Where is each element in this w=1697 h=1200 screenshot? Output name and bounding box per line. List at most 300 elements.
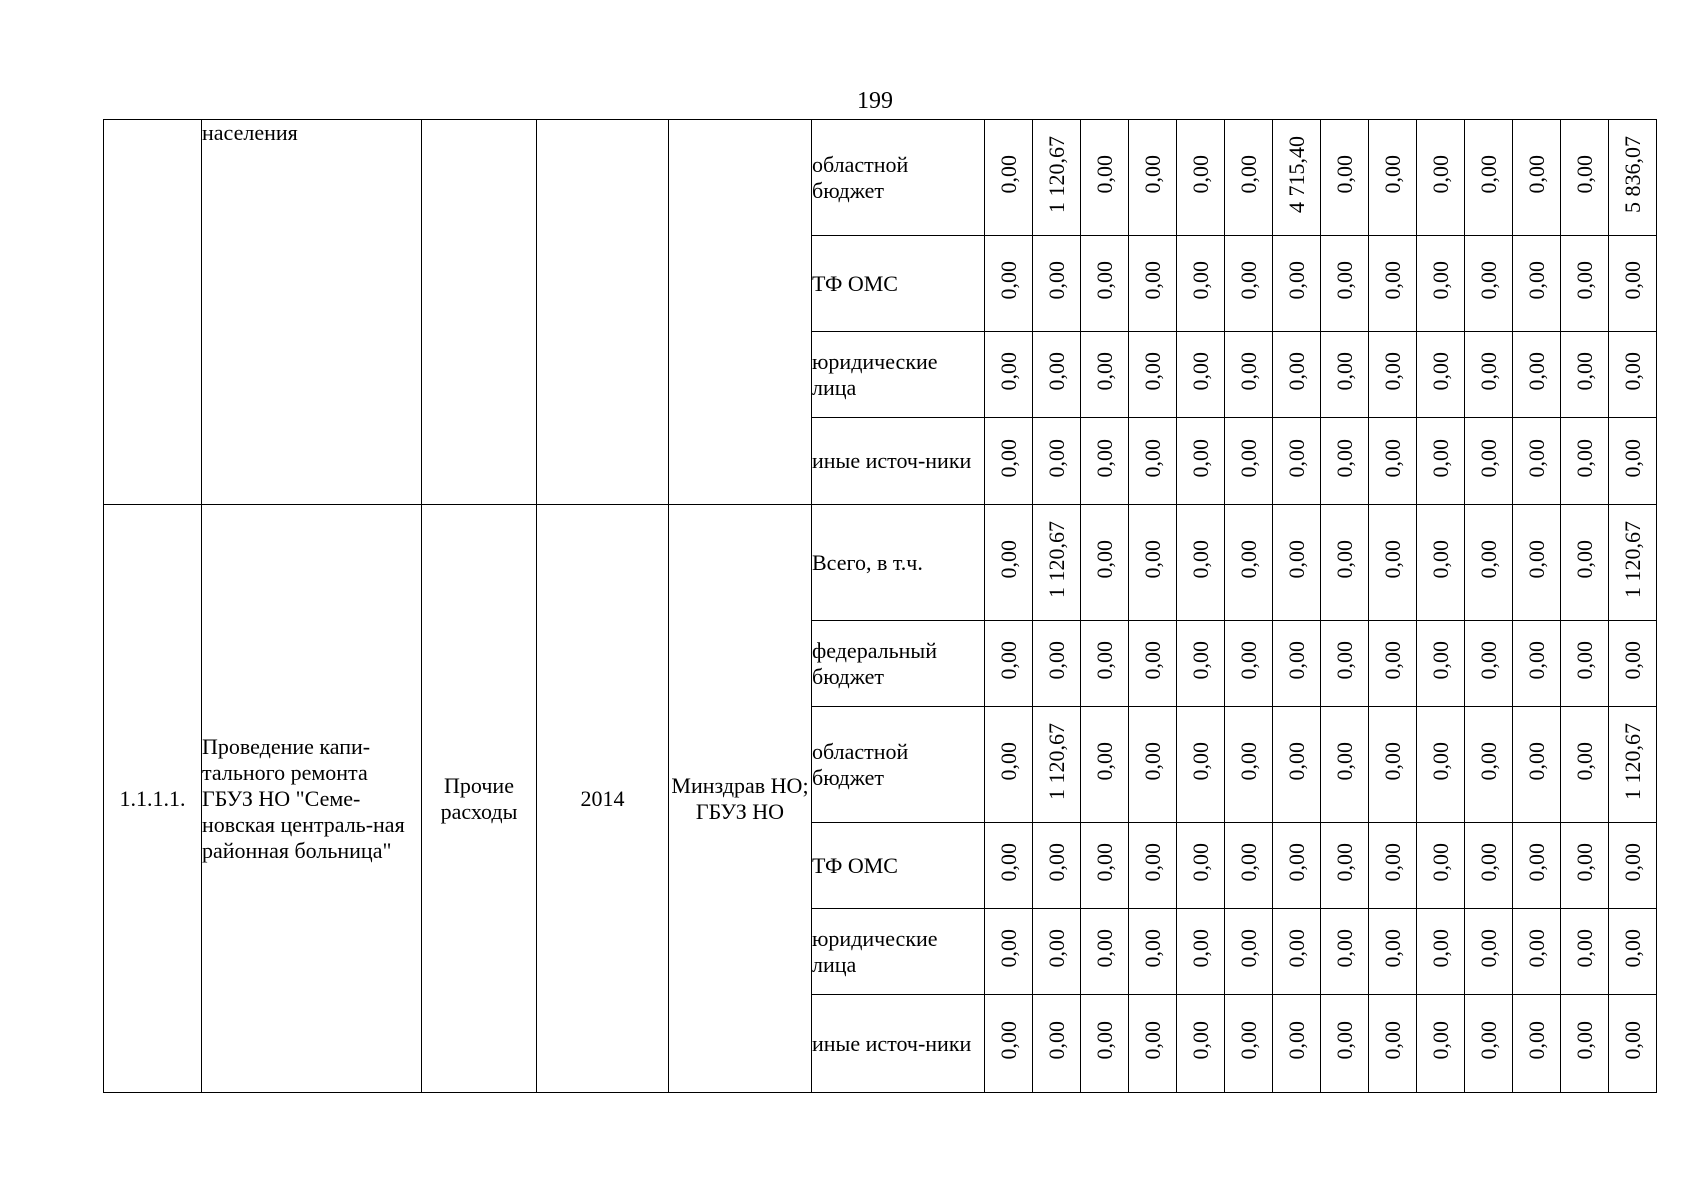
year-cell [537,120,669,505]
value-cell [1561,332,1609,418]
value-text: 0,00 [1139,1021,1165,1060]
value-text: 0,00 [1091,438,1117,478]
value-cell [1465,707,1513,823]
value-cell [985,120,1033,236]
value-text: 0,00 [1571,1021,1597,1060]
value-cell [1033,236,1081,332]
value-cell [1561,120,1609,236]
value-cell [1561,909,1609,995]
value-cell [1273,707,1321,823]
value-text: 0,00 [1187,155,1213,194]
value-cell [1321,418,1369,505]
value-text: 0,00 [1235,843,1261,882]
expense-type-cell [422,120,537,505]
item-number-cell [104,120,202,505]
value-cell [1609,332,1657,418]
value-text: 0,00 [1331,742,1357,781]
value-cell [1033,995,1081,1093]
value-cell [1513,418,1561,505]
value-cell [1273,621,1321,707]
value-cell [1225,995,1273,1093]
value-cell [1465,909,1513,995]
value-text: 0,00 [1091,352,1117,391]
value-cell [1129,236,1177,332]
value-text: 0,00 [1619,352,1645,391]
value-cell [1513,707,1561,823]
value-cell [1369,120,1417,236]
value-text: 0,00 [1283,540,1309,579]
value-cell [1177,418,1225,505]
value-cell [1225,621,1273,707]
value-text: 0,00 [1571,261,1597,300]
value-cell [1609,418,1657,505]
value-cell [1129,332,1177,418]
funding-source-cell: юридические лица [812,332,985,418]
value-text: 0,00 [1379,1021,1405,1060]
value-text: 0,00 [1379,742,1405,781]
value-text: 0,00 [1091,1021,1117,1060]
value-text: 0,00 [1187,929,1213,968]
value-text: 5 836,07 [1619,136,1645,213]
value-text: 0,00 [1523,438,1549,478]
value-text: 0,00 [1379,438,1405,478]
value-text: 0,00 [1235,155,1261,194]
value-cell [1273,909,1321,995]
value-cell [1033,621,1081,707]
value-cell [1561,995,1609,1093]
value-text: 0,00 [1043,1021,1069,1060]
value-cell [1129,707,1177,823]
value-text: 0,00 [1427,261,1453,300]
value-cell [1321,332,1369,418]
value-cell [1081,120,1129,236]
value-cell [1129,505,1177,621]
value-cell [1321,621,1369,707]
value-text: 0,00 [1379,929,1405,968]
value-text: 0,00 [1427,843,1453,882]
value-text: 0,00 [1139,641,1165,680]
value-cell [1177,909,1225,995]
value-text: 0,00 [1427,352,1453,391]
value-cell [1513,909,1561,995]
executor-cell [669,120,812,505]
value-text: 0,00 [1427,1021,1453,1060]
value-cell [1177,332,1225,418]
value-text: 0,00 [1187,641,1213,680]
expense-type-cell: Прочие расходы [422,505,537,1093]
value-cell [1033,120,1081,236]
value-text: 0,00 [1523,352,1549,391]
value-text: 0,00 [1139,843,1165,882]
funding-source-cell: областной бюджет [812,120,985,236]
executor-cell: Минздрав НО; ГБУЗ НО [669,505,812,1093]
value-text: 0,00 [1043,641,1069,680]
value-cell [985,236,1033,332]
value-cell [1177,621,1225,707]
value-cell [1465,418,1513,505]
value-cell [1369,505,1417,621]
value-text: 0,00 [1187,352,1213,391]
value-cell [1225,505,1273,621]
value-cell [1417,909,1465,995]
funding-source-cell: федеральный бюджет [812,621,985,707]
value-text: 0,00 [1619,843,1645,882]
value-text: 0,00 [995,1021,1021,1060]
value-cell [1513,332,1561,418]
value-cell [1177,505,1225,621]
value-cell [1225,707,1273,823]
value-text: 0,00 [1523,155,1549,194]
value-text: 0,00 [1331,929,1357,968]
value-text: 0,00 [1379,261,1405,300]
value-cell [1561,418,1609,505]
value-cell [1417,236,1465,332]
value-cell [1609,995,1657,1093]
value-cell [1273,236,1321,332]
value-cell [1417,995,1465,1093]
value-text: 0,00 [995,352,1021,391]
value-cell [1369,236,1417,332]
value-cell [1465,120,1513,236]
value-text: 0,00 [1427,742,1453,781]
value-text: 0,00 [1187,438,1213,478]
value-text: 0,00 [1043,261,1069,300]
value-text: 0,00 [1523,742,1549,781]
value-cell [1369,823,1417,909]
value-cell [1465,236,1513,332]
value-cell [1033,823,1081,909]
value-text: 0,00 [1571,540,1597,579]
value-text: 0,00 [1571,438,1597,478]
funding-source-cell: областной бюджет [812,707,985,823]
value-text: 0,00 [1571,843,1597,882]
value-text: 0,00 [1283,641,1309,680]
value-cell [985,823,1033,909]
value-text: 0,00 [1619,261,1645,300]
value-text: 0,00 [1043,843,1069,882]
value-cell [1081,995,1129,1093]
value-text: 4 715,40 [1283,136,1309,213]
value-text: 0,00 [1043,438,1069,478]
value-cell [1129,823,1177,909]
value-cell [1609,236,1657,332]
item-number-cell: 1.1.1.1. [104,505,202,1093]
value-text: 0,00 [1187,261,1213,300]
value-cell [1513,120,1561,236]
value-text: 0,00 [1139,540,1165,579]
value-text: 0,00 [1331,261,1357,300]
value-cell [1081,823,1129,909]
value-text: 0,00 [1235,742,1261,781]
value-cell [1033,418,1081,505]
value-text: 0,00 [1475,641,1501,680]
value-cell [1465,621,1513,707]
value-cell [1273,823,1321,909]
value-text: 0,00 [1331,155,1357,194]
value-cell [1369,332,1417,418]
value-cell [1321,505,1369,621]
value-text: 0,00 [1523,1021,1549,1060]
funding-source-cell: ТФ ОМС [812,236,985,332]
value-text: 0,00 [1139,155,1165,194]
value-text: 0,00 [1235,540,1261,579]
value-text: 0,00 [1475,540,1501,579]
value-cell [1129,621,1177,707]
value-cell [1321,707,1369,823]
value-text: 0,00 [1283,261,1309,300]
value-text: 0,00 [1283,352,1309,391]
value-cell [1513,236,1561,332]
item-name-cell: Проведение капи-тального ремонта ГБУЗ НО "Семе-новская централь-ная районная больница" [202,505,422,1093]
value-cell [1177,120,1225,236]
value-cell [1321,120,1369,236]
value-text: 0,00 [1283,438,1309,478]
value-cell [1417,707,1465,823]
value-cell [1177,236,1225,332]
value-cell [1417,505,1465,621]
value-cell [1081,332,1129,418]
table-row [104,505,1657,621]
value-cell [1177,995,1225,1093]
value-text: 0,00 [1379,641,1405,680]
value-cell [1225,823,1273,909]
value-text: 0,00 [1331,843,1357,882]
value-cell [1417,621,1465,707]
value-cell [1129,120,1177,236]
value-cell [1081,418,1129,505]
value-cell [1369,995,1417,1093]
value-text: 0,00 [1571,155,1597,194]
value-cell [1465,823,1513,909]
value-text: 0,00 [1523,540,1549,579]
value-cell [1033,505,1081,621]
value-cell [1561,823,1609,909]
value-cell [1465,505,1513,621]
value-text: 0,00 [995,742,1021,781]
value-cell [1609,621,1657,707]
value-text: 0,00 [1187,540,1213,579]
value-text: 0,00 [995,843,1021,882]
value-text: 0,00 [1043,929,1069,968]
value-text: 0,00 [1139,352,1165,391]
funding-table [103,119,1657,1093]
value-cell [985,707,1033,823]
value-text: 0,00 [1619,641,1645,680]
value-cell [1225,332,1273,418]
value-text: 0,00 [1475,843,1501,882]
value-text: 0,00 [1523,641,1549,680]
value-text: 0,00 [1139,438,1165,478]
value-text: 0,00 [1523,843,1549,882]
value-cell [1561,707,1609,823]
value-cell [1129,418,1177,505]
value-cell [1225,418,1273,505]
value-text: 0,00 [1283,1021,1309,1060]
value-cell [1417,823,1465,909]
value-cell [1273,332,1321,418]
value-cell [985,621,1033,707]
value-text: 0,00 [1331,641,1357,680]
value-text: 0,00 [1187,843,1213,882]
value-text: 0,00 [1235,438,1261,478]
value-cell [1225,120,1273,236]
funding-source-cell: иные источ-ники [812,995,985,1093]
value-text: 0,00 [1331,1021,1357,1060]
value-cell [985,418,1033,505]
value-text: 0,00 [1091,843,1117,882]
value-text: 0,00 [1139,742,1165,781]
value-text: 0,00 [1475,438,1501,478]
value-cell [1177,823,1225,909]
value-text: 0,00 [1331,438,1357,478]
value-text: 1 120,67 [1043,521,1069,598]
value-text: 0,00 [1331,540,1357,579]
value-text: 0,00 [1091,929,1117,968]
value-text: 0,00 [995,261,1021,300]
value-text: 0,00 [995,929,1021,968]
funding-source-cell: ТФ ОМС [812,823,985,909]
value-text: 0,00 [1235,352,1261,391]
value-text: 0,00 [1235,261,1261,300]
value-cell [1033,707,1081,823]
value-text: 0,00 [1619,438,1645,478]
value-cell [1321,236,1369,332]
value-cell [1273,418,1321,505]
value-text: 0,00 [1283,742,1309,781]
value-cell [1273,120,1321,236]
value-cell [1561,236,1609,332]
value-text: 0,00 [1235,1021,1261,1060]
value-text: 0,00 [995,155,1021,194]
value-text: 0,00 [1475,742,1501,781]
value-text: 0,00 [1187,1021,1213,1060]
table-row [104,120,1657,236]
value-cell [1081,707,1129,823]
value-cell [1417,418,1465,505]
value-cell [1129,995,1177,1093]
value-text: 0,00 [1091,540,1117,579]
value-cell [1033,332,1081,418]
value-cell [1561,505,1609,621]
value-cell [1369,909,1417,995]
value-cell [1321,995,1369,1093]
value-cell [1513,621,1561,707]
value-text: 0,00 [995,438,1021,478]
value-text: 0,00 [1475,352,1501,391]
value-cell [1129,909,1177,995]
value-text: 0,00 [1331,352,1357,391]
value-text: 0,00 [1091,155,1117,194]
value-text: 1 120,67 [1043,723,1069,800]
value-cell [985,995,1033,1093]
item-name-cell: населения [202,120,422,505]
value-cell [1177,707,1225,823]
value-cell [1561,621,1609,707]
value-cell [1417,332,1465,418]
value-cell [1609,505,1657,621]
value-text: 0,00 [1091,742,1117,781]
value-text: 0,00 [1379,352,1405,391]
funding-source-cell: юридические лица [812,909,985,995]
value-cell [1609,120,1657,236]
value-text: 0,00 [1523,261,1549,300]
value-cell [1081,505,1129,621]
value-cell [1465,995,1513,1093]
value-cell [1081,236,1129,332]
value-cell [1321,909,1369,995]
value-text: 0,00 [1043,352,1069,391]
value-cell [985,332,1033,418]
value-text: 0,00 [1427,540,1453,579]
value-cell [1513,995,1561,1093]
value-cell [1321,823,1369,909]
value-cell [1081,909,1129,995]
value-text: 0,00 [1571,641,1597,680]
value-text: 0,00 [1139,261,1165,300]
value-text: 0,00 [1235,929,1261,968]
value-text: 0,00 [995,540,1021,579]
table-body [104,120,1657,1093]
value-text: 0,00 [1379,843,1405,882]
value-text: 1 120,67 [1043,136,1069,213]
value-cell [985,909,1033,995]
funding-source-cell: Всего, в т.ч. [812,505,985,621]
value-text: 0,00 [1235,641,1261,680]
page-number: 199 [857,88,893,114]
value-cell [1465,332,1513,418]
value-text: 0,00 [1427,155,1453,194]
value-cell [1513,823,1561,909]
value-text: 0,00 [1427,641,1453,680]
value-cell [1609,909,1657,995]
value-text: 0,00 [1619,929,1645,968]
value-text: 0,00 [1187,742,1213,781]
value-cell [1273,505,1321,621]
value-text: 0,00 [1475,261,1501,300]
value-cell [1225,236,1273,332]
value-text: 1 120,67 [1619,521,1645,598]
funding-source-cell: иные источ-ники [812,418,985,505]
value-text: 0,00 [1619,1021,1645,1060]
value-text: 0,00 [1379,155,1405,194]
value-text: 0,00 [1283,929,1309,968]
value-cell [1225,909,1273,995]
value-cell [1033,909,1081,995]
value-text: 0,00 [1091,261,1117,300]
value-text: 0,00 [1523,929,1549,968]
year-cell: 2014 [537,505,669,1093]
value-cell [1609,707,1657,823]
value-text: 0,00 [1427,438,1453,478]
value-cell [1081,621,1129,707]
value-cell [1417,120,1465,236]
value-text: 0,00 [1139,929,1165,968]
value-text: 0,00 [1427,929,1453,968]
value-text: 0,00 [1571,352,1597,391]
value-text: 0,00 [1091,641,1117,680]
value-text: 0,00 [1379,540,1405,579]
value-cell [1513,505,1561,621]
value-text: 1 120,67 [1619,723,1645,800]
value-text: 0,00 [1283,843,1309,882]
value-text: 0,00 [1475,929,1501,968]
value-cell [985,505,1033,621]
value-text: 0,00 [1475,155,1501,194]
value-cell [1273,995,1321,1093]
value-cell [1369,418,1417,505]
value-text: 0,00 [1571,742,1597,781]
value-text: 0,00 [1571,929,1597,968]
